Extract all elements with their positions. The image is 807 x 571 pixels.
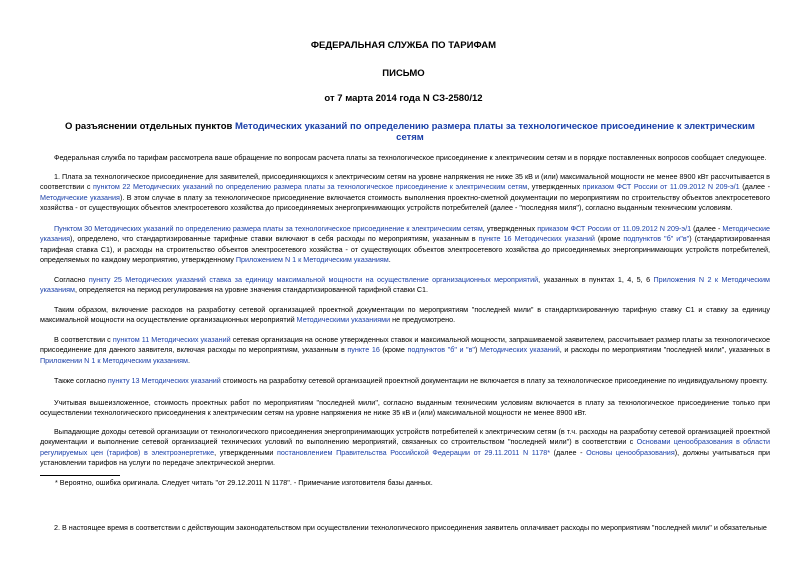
subject-prefix: О разъяснении отдельных пунктов [65,121,235,132]
agency-heading: ФЕДЕРАЛЬНАЯ СЛУЖБА ПО ТАРИФАМ [310,40,497,51]
link-prikaz-fst[interactable]: приказом ФСТ России от 11.09.2012 N 209-э/1 [582,182,740,192]
link-punkt-25[interactable]: пункту 25 Методических указаний ставка за единицу максимальной мощности на осуществление организационных мероприятий [88,275,539,284]
link-prilozhenie-1[interactable]: Приложением N 1 к Методическим указаниям [235,255,389,265]
link-metod-ukazaniya[interactable]: Методические указания [40,192,120,202]
footnote-divider [40,475,120,476]
subject-title [60,121,760,143]
link-metod-ukazaniya[interactable]: Методическими указаниями [296,315,391,325]
paragraph-1: 1. Плата за технологическое присоединение для заявителей, присоединяющихся к электрическим сетям на уровне напряжения не ниже 35 кВ и (или) максимальной мощности не менее 8900 кВт рассчитывается в соответствии с пунктом 22 Методических указаний по определению размера платы за технологическое присоединение к электрическим сетям, утвержденных приказом ФСТ России от 11.09.2012 N 209-э/1 (далее - Методические указания). В этом случае в плату за технологическое присоединение включается стоимость выполнения проектно-сметной документации по мероприятиям по строительству объектов электросетевого хозяйства - от существующих объектов электросетевого хозяйства до присоединяемых энергопринимающих устройств потребителей (далее - "последняя миля"), согласно выданным техническим условиям. [40,172,770,213]
link-punkt-30[interactable]: Пунктом 30 Методических указаний по определению размера платы за технологическое присоединение к электрическим сетям [54,224,483,233]
link-metod-ukazaniya[interactable]: Методических указаний [479,345,560,355]
footnote: * Вероятно, ошибка оригинала. Следует читать "от 29.12.2011 N 1178". - Примечание изготовителя базы данных. [55,478,433,487]
subject-link[interactable]: Методических указаний по определению размера платы за технологическое присоединение к электрическим сетям [234,121,755,143]
date-number-heading: от 7 марта 2014 года N СЗ-2580/12 [324,93,483,104]
link-prilozhenie-2[interactable]: Приложения N 2 к Методическим указаниям [40,275,770,295]
link-punkt-13[interactable]: пункту 13 Методических указаний [107,376,221,385]
link-punkt-16[interactable]: пункте 16 Методических указаний [478,234,595,244]
document-type-heading: ПИСЬМО [382,68,425,79]
paragraph-7: Учитывая вышеизложенное, стоимость проектных работ по мероприятиям "последней мили", согласно выданным техническим условиям включается в плату за технологическое присоединение только при осуществлении технологического присоединения к электрическим сетям на уровне напряжения не ниже 35 кВ и (или) максимальной мощности не менее 8900 кВт. [40,398,770,418]
paragraph-3: Согласно пункту 25 Методических указаний ставка за единицу максимальной мощности на осуществление организационных мероприятий, указанных в пунктах 1, 4, 5, 6 Приложения N 2 к Методическим указаниям, определяется на период регулирования на уровне значения стандартизированной тарифной ставки С1. [40,275,770,295]
intro-paragraph: Федеральная служба по тарифам рассмотрела ваше обращение по вопросам расчета платы за технологическое присоединение к электрическим сетям и в порядке поставленных вопросов сообщает следующее. [54,153,767,162]
paragraph-8: Выпадающие доходы сетевой организации от технологического присоединения энергопринимающих устройств потребителей к электрическим сетям (в т.ч. расходы на разработку сетевой организацией проектной документации и выполнение сетевой организацией технических условий по выполнению мероприятий, связанных со строительством "последней мили") в соответствии с Основами ценообразования в области регулируемых цен (тарифов) в электроэнергетике, утвержденными постановлением Правительства Российской Федерации от 29.11.2011 N 1178* (далее - Основы ценообразования), должны учитываться при установлении тарифов на услуги по передаче электрической энергии. [40,427,770,468]
link-osnovy[interactable]: Основы ценообразования [586,447,675,457]
paragraph-2: Пунктом 30 Методических указаний по определению размера платы за технологическое присоединение к электрическим сетям, утвержденных приказом ФСТ России от 11.09.2012 N 209-э/1 (далее - Методические указания), определено, что стандартизированные тарифные ставки включают в себя расходы по мероприятиям, указанным в пункте 16 Методических указаний (кроме подпунктов "б" и"в") (стандартизированная тарифная ставка С1), и расходы на строительство объектов электросетевого хозяйства - от существующих объектов электросетевого хозяйства до присоединяемых энергопринимающих устройств потребителей, определяемых по каждому мероприятию, утвержденному Приложением N 1 к Методическим указаниям. [40,224,770,265]
link-prikaz-fst[interactable]: приказом ФСТ России от 11.09.2012 N 209-э/1 [537,224,692,233]
link-podpunkty[interactable]: подпунктов "б" и"в" [623,234,690,244]
link-punkt-16[interactable]: пункте 16 [347,345,380,355]
paragraph-4: Таким образом, включение расходов на разработку сетевой организацией проектной документации по мероприятиям "последней мили" в стандартизированную тарифную ставку С1 и ставку за единицу максимальной мощности на осуществление организационных мероприятий Методическими указаниями не предусмотрено. [40,305,770,325]
link-punkt-22[interactable]: пунктом 22 Методических указаний по определению размера платы за технологическое присоединение к электрическим сетям [92,182,528,192]
link-postanovlenie[interactable]: постановлением Правительства Российской Федерации от 29.11.2011 N 1178* [277,447,551,457]
paragraph-6: Также согласно пункту 13 Методических указаний стоимость на разработку сетевой организацией проектной документации не включается в плату за технологическое присоединение по индивидуальному проекту. [54,376,768,385]
link-metod-ukazaniya[interactable]: Методические указания [40,224,770,244]
paragraph-5: В соответствии с пунктом 11 Методических указаний сетевая организация на основе утвержденных ставок и максимальной мощности, запрашиваемой заявителем, рассчитывает размер платы за технологическое присоединение для данного заявителя, включая расходы по мероприятиям, указанным в пункте 16 (кроме подпунктов "б" и "в") Методических указаний, и расходы по мероприятиям "последней мили", указанных в Приложении N 1 к Методическим указаниям. [40,335,771,365]
link-osnovy-cenoobrazovaniya[interactable]: Основами ценообразования в области регулируемых цен (тарифов) в электроэнергетике [40,437,770,457]
link-prilozhenie-1[interactable]: Приложении N 1 к Методическим указаниям [40,355,188,365]
link-punkt-11[interactable]: пунктом 11 Методических указаний [112,335,231,344]
paragraph-9: 2. В настоящее время в соответствии с действующим законодательством при осуществлении технологического присоединения заявитель оплачивает расходы по мероприятиям "последней мили" и обязательные [54,523,767,532]
link-podpunkty[interactable]: подпунктов "б" и "в" [407,345,475,355]
